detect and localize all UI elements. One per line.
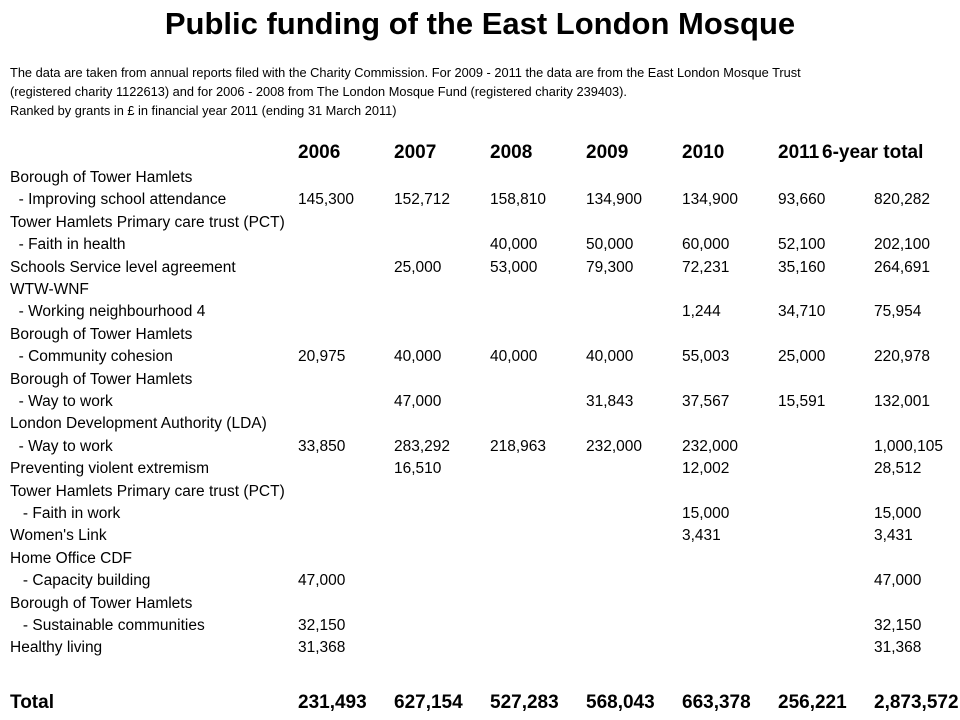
row-label: Borough of Tower Hamlets: [10, 325, 193, 343]
total-value: 568,043: [586, 692, 655, 713]
row-value: 820,282: [874, 191, 931, 209]
intro-line: The data are taken from annual reports filed with the Charity Commission. For 2009 - 2011 the data are from the East London Mosque Trust: [10, 65, 801, 80]
row-value: 47,000: [298, 572, 346, 590]
row-value: 232,000: [586, 437, 643, 455]
row-value: 47,000: [874, 572, 922, 590]
row-label: - Way to work: [10, 437, 113, 455]
row-value: 145,300: [298, 191, 355, 209]
row-value: 15,000: [874, 505, 922, 522]
row-value: 25,000: [394, 258, 442, 276]
row-value: 33,850: [298, 437, 346, 455]
row-label: Borough of Tower Hamlets: [10, 169, 193, 186]
row-label: London Development Authority (LDA): [10, 415, 267, 433]
column-header: 2006: [298, 142, 341, 163]
row-label: Healthy living: [10, 639, 103, 657]
column-header: 2010: [682, 142, 725, 163]
row-value: 1,244: [682, 303, 721, 321]
intro-line: Ranked by grants in £ in financial year 2011 (ending 31 March 2011): [10, 103, 397, 118]
row-value: 158,810: [490, 191, 547, 209]
column-header: 2009: [586, 142, 629, 163]
row-value: 220,978: [874, 348, 931, 366]
row-label: - Working neighbourhood 4: [10, 303, 206, 321]
row-label: - Way to work: [10, 393, 113, 410]
row-value: 232,000: [682, 437, 739, 455]
row-value: 12,002: [682, 460, 730, 478]
row-value: 3,431: [874, 527, 913, 545]
row-value: 40,000: [394, 348, 442, 366]
row-value: 60,000: [682, 236, 730, 254]
row-value: 93,660: [778, 191, 826, 209]
column-header: 2008: [490, 142, 533, 163]
row-label: WTW-WNF: [10, 281, 89, 298]
row-value: 34,710: [778, 303, 826, 321]
row-value: 35,160: [778, 258, 826, 276]
row-value: 3,431: [682, 527, 721, 545]
row-label: - Capacity building: [10, 572, 151, 590]
intro-line: (registered charity 1122613) and for 2006 - 2008 from The London Mosque Fund (registered charity 239403).: [10, 84, 627, 99]
row-value: 40,000: [586, 348, 634, 366]
row-value: 134,900: [682, 191, 739, 209]
row-label: Preventing violent extremism: [10, 460, 209, 478]
row-label: - Faith in work: [10, 505, 121, 522]
row-value: 134,900: [586, 191, 643, 209]
row-value: 16,510: [394, 460, 442, 478]
row-value: 15,591: [778, 393, 826, 410]
row-value: 31,843: [586, 393, 634, 410]
row-value: 1,000,105: [874, 437, 943, 455]
row-label: Schools Service level agreement: [10, 258, 236, 276]
column-header: 2007: [394, 142, 437, 163]
row-value: 28,512: [874, 460, 922, 478]
row-label: Borough of Tower Hamlets: [10, 594, 193, 612]
row-value: 20,975: [298, 348, 346, 366]
row-value: 31,368: [298, 639, 346, 657]
row-value: 40,000: [490, 236, 538, 254]
row-label: - Community cohesion: [10, 348, 173, 366]
row-value: 15,000: [682, 505, 730, 522]
row-value: 152,712: [394, 191, 451, 209]
row-value: 32,150: [298, 617, 346, 634]
row-value: 31,368: [874, 639, 922, 657]
row-value: 50,000: [586, 236, 634, 254]
total-value: 627,154: [394, 692, 463, 713]
row-value: 202,100: [874, 236, 931, 254]
row-label: - Sustainable communities: [10, 617, 205, 634]
total-value: 231,493: [298, 692, 367, 713]
total-value: 256,221: [778, 692, 847, 713]
column-header: 2011: [778, 142, 820, 163]
row-value: 32,150: [874, 617, 922, 634]
row-value: 25,000: [778, 348, 826, 366]
row-label: Women's Link: [10, 527, 107, 545]
row-value: 283,292: [394, 437, 451, 455]
row-value: 72,231: [682, 258, 730, 276]
page-title: Public funding of the East London Mosque: [164, 6, 796, 41]
row-value: 37,567: [682, 393, 730, 410]
row-label: - Improving school attendance: [10, 191, 227, 209]
row-value: 132,001: [874, 393, 931, 410]
row-label: - Faith in health: [10, 236, 126, 254]
total-value: 527,283: [490, 692, 559, 713]
row-value: 264,691: [874, 258, 931, 276]
row-label: Borough of Tower Hamlets: [10, 370, 193, 388]
row-value: 75,954: [874, 303, 922, 321]
row-value: 79,300: [586, 258, 634, 276]
row-value: 52,100: [778, 236, 826, 254]
row-label: Tower Hamlets Primary care trust (PCT): [10, 213, 285, 231]
total-value: 2,873,572: [874, 692, 959, 713]
row-value: 53,000: [490, 258, 538, 276]
row-value: 218,963: [490, 437, 547, 455]
column-header: 6-year total: [822, 142, 924, 163]
row-value: 55,003: [682, 348, 730, 366]
row-value: 47,000: [394, 393, 442, 410]
total-value: 663,378: [682, 692, 751, 713]
row-label: Tower Hamlets Primary care trust (PCT): [10, 482, 285, 500]
row-label: Home Office CDF: [10, 549, 133, 567]
total-label: Total: [10, 692, 54, 713]
row-value: 40,000: [490, 348, 538, 366]
